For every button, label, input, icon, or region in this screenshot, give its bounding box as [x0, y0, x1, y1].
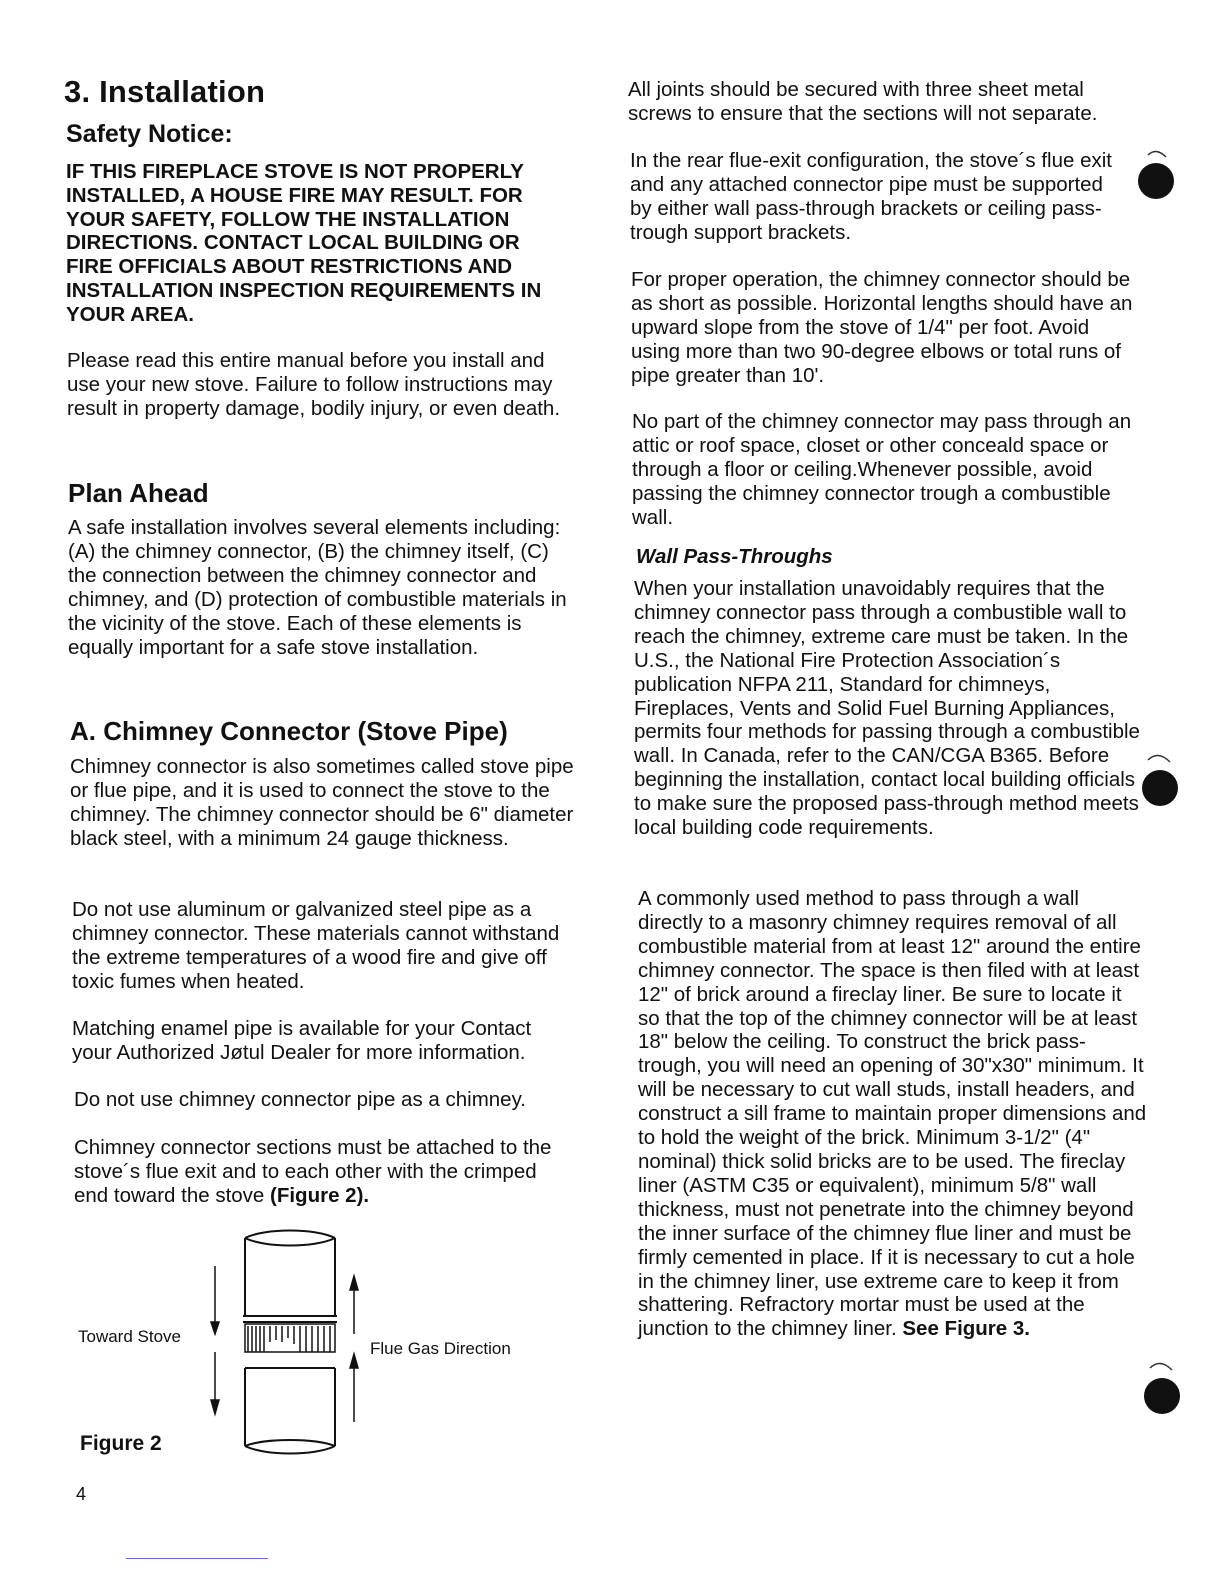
wall-pass-throughs-title: Wall Pass-Throughs	[636, 545, 833, 568]
toward-stove-arrow	[211, 1266, 219, 1414]
margin-dot-icon	[1138, 1356, 1182, 1416]
read-manual-paragraph: Please read this entire manual before you install and use your new stove. Failure to follow instructions may result in property damage, bodily injury, or even death.	[67, 349, 561, 420]
method-text: A commonly used method to pass through a wall directly to a masonry chimney requires removal of all combustible material from at least 12" around the entire chimney connector. The space is then filed with at least 12" of brick around a fireclay liner. Be sure to locate it so that the top of the chimney connector will be at least 18" below the ceiling. To construct the brick pass-trough, you will need an opening of 30"x30" minimum. It will be necessary to cut wall studs, install headers, and construct a sill frame to maintain proper dimensions and to hold the weight of the brick. Minimum 3-1/2" (4" nominal) thick solid bricks are to be used. The fireclay liner (ASTM C35 or equivalent), minimum 5/8" wall thickness, must not penetrate into the chimney beyond the inner surface of the chimney flue liner and must be firmly cemented in place. If it is necessary to cut a hole in the chimney liner, use extreme care to keep it from shattering. Refractory mortar must be used at the junction to the chimney liner.	[638, 887, 1147, 1341]
crimped-end	[245, 1324, 335, 1352]
figure-2-diagram	[195, 1224, 370, 1469]
margin-dot-icon	[1136, 748, 1180, 806]
proper-operation-paragraph: For proper operation, the chimney connector should be as short as possible. Horizontal lengths should have an upward slope from the stove of 1/4" per foot. Avoid using more than two 90-degree elbows or total runs of pipe greater than 10'.	[631, 268, 1133, 387]
lower-pipe-section	[245, 1368, 335, 1454]
chimney-connector-p3: Matching enamel pipe is available for your Contact your Authorized Jøtul Dealer for more information.	[72, 1017, 532, 1064]
no-part-paragraph: No part of the chimney connector may pass through an attic or roof space, closet or other conceald space or through a floor or ceiling.Whenever possible, avoid passing the chimney connector trough a combustible wall.	[632, 410, 1132, 529]
bottom-rule	[126, 1558, 268, 1559]
section-title: 3. Installation	[64, 74, 266, 109]
chimney-connector-p5-text: Chimney connector sections must be attached to the stove´s flue exit and to each other with the crimped end toward the stove	[74, 1136, 552, 1207]
joints-paragraph: All joints should be secured with three sheet metal screws to ensure that the sections will not separate.	[628, 78, 1098, 125]
figure-3-reference: See Figure 3.	[902, 1317, 1030, 1341]
safety-warning: IF THIS FIREPLACE STOVE IS NOT PROPERLY INSTALLED, A HOUSE FIRE MAY RESULT. FOR YOUR SAFETY, FOLLOW THE INSTALLATION DIRECTIONS. CONTACT LOCAL BUILDING OR FIRE OFFICIALS ABOUT RESTRICTIONS AND INSTALLATION INSPECTION REQUIREMENTS IN YOUR AREA.	[66, 160, 542, 326]
figure-2-reference: (Figure 2).	[270, 1183, 370, 1207]
toward-stove-label: Toward Stove	[78, 1327, 181, 1346]
page-number: 4	[76, 1484, 87, 1504]
chimney-connector-p2: Do not use aluminum or galvanized steel pipe as a chimney connector. These materials cannot withstand the extreme temperatures of a wood fire and give off toxic fumes when heated.	[72, 898, 560, 993]
rear-exit-paragraph: In the rear flue-exit configuration, the stove´s flue exit and any attached connector pipe must be supported by either wall pass-through brackets or ceiling pass-trough support brackets.	[630, 149, 1113, 244]
chimney-connector-p5	[74, 1136, 564, 1208]
chimney-connector-title: A. Chimney Connector (Stove Pipe)	[70, 716, 508, 746]
upper-pipe-section	[243, 1231, 337, 1323]
flue-gas-arrow	[350, 1276, 358, 1422]
flue-gas-direction-label: Flue Gas Direction	[370, 1339, 511, 1358]
safety-notice-title: Safety Notice:	[66, 120, 233, 148]
plan-ahead-title: Plan Ahead	[68, 478, 209, 508]
figure-2-label: Figure 2	[80, 1432, 162, 1455]
wall-pass-throughs-paragraph: When your installation unavoidably requires that the chimney connector pass through a combustible wall to reach the chimney, extreme care must be taken. In the U.S., the National Fire Protection Association´s publication NFPA 211, Standard for chimneys, Fireplaces, Vents and Solid Fuel Burning Appliances, permits four methods for passing through a combustible wall. In Canada, refer to the CAN/CGA B365. Before beginning the installation, contact local building officials to make sure the proposed pass-through method meets local building code requirements.	[634, 577, 1140, 840]
plan-ahead-paragraph: A safe installation involves several elements including: (A) the chimney connector, (B) the chimney itself, (C) the connection between the chimney connector and chimney, and (D) protection of combustible materials in the vicinity of the stove. Each of these elements is equally important for a safe stove installation.	[68, 516, 567, 659]
method-paragraph	[638, 887, 1148, 1341]
margin-dot-icon	[1134, 145, 1178, 201]
chimney-connector-p4: Do not use chimney connector pipe as a chimney.	[74, 1088, 527, 1111]
chimney-connector-p1: Chimney connector is also sometimes called stove pipe or flue pipe, and it is used to connect the stove to the chimney. The chimney connector should be 6" diameter black steel, with a minimum 24 gauge thickness.	[70, 755, 574, 850]
